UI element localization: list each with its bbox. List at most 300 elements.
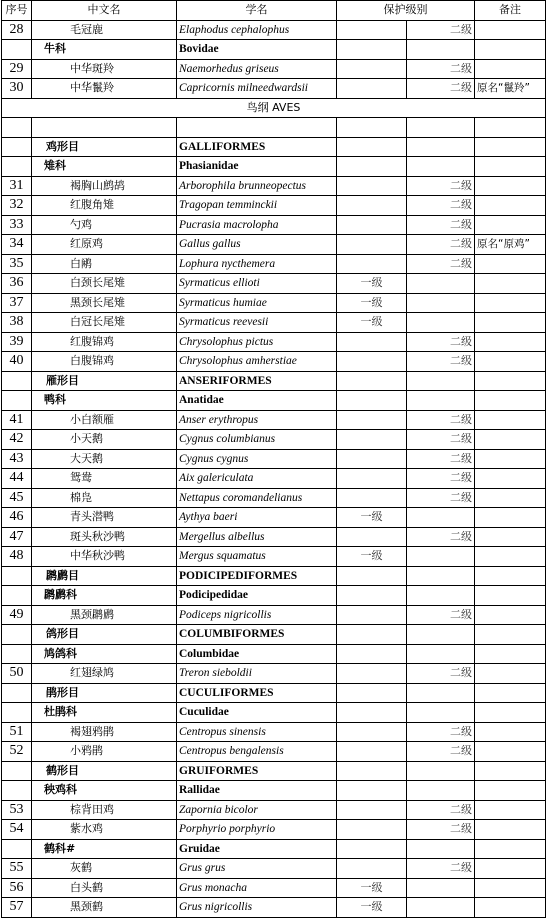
row-no: 48	[2, 547, 32, 567]
level2-cell	[407, 683, 475, 703]
order-chinese-name: 鹃形目	[32, 683, 177, 703]
protection-level-2: 二级	[407, 410, 475, 430]
family-row	[2, 839, 546, 859]
level1-cell	[337, 391, 407, 411]
table-row	[2, 79, 546, 99]
protection-level-2: 二级	[407, 722, 475, 742]
family-chinese-name: 鸠鸽科	[32, 644, 177, 664]
species-scientific-name: Elaphodus cephalophus	[177, 20, 337, 40]
protection-level-1: 一级	[337, 508, 407, 528]
table-row	[2, 410, 546, 430]
protection-level-1	[337, 527, 407, 547]
protection-level-2: 二级	[407, 488, 475, 508]
protection-level-2: 二级	[407, 79, 475, 99]
row-no: 52	[2, 742, 32, 762]
order-row	[2, 137, 546, 157]
row-no: 45	[2, 488, 32, 508]
note-cell	[475, 644, 546, 664]
table-body	[2, 20, 546, 917]
species-scientific-name: Tragopan temminckii	[177, 196, 337, 216]
level2-cell	[407, 625, 475, 645]
row-no: 34	[2, 235, 32, 255]
table-row	[2, 215, 546, 235]
table-row	[2, 742, 546, 762]
family-scientific-name: Anatidae	[177, 391, 337, 411]
species-chinese-name: 棉凫	[32, 488, 177, 508]
table-row	[2, 878, 546, 898]
header-note: 备注	[475, 1, 546, 21]
level1-cell	[337, 157, 407, 177]
species-chinese-name: 白腹锦鸡	[32, 352, 177, 372]
row-no	[2, 839, 32, 859]
protection-level-1	[337, 488, 407, 508]
order-scientific-name: GRUIFORMES	[177, 761, 337, 781]
note-cell	[475, 274, 546, 294]
protection-level-1: 一级	[337, 313, 407, 333]
note-cell	[475, 469, 546, 489]
species-scientific-name: Porphyrio porphyrio	[177, 820, 337, 840]
order-scientific-name: GALLIFORMES	[177, 137, 337, 157]
table-row	[2, 176, 546, 196]
note-cell	[475, 332, 546, 352]
family-row	[2, 644, 546, 664]
table-row	[2, 430, 546, 450]
species-scientific-name: Zapornia bicolor	[177, 800, 337, 820]
family-chinese-name: 杜鹃科	[32, 703, 177, 723]
protection-level-1	[337, 742, 407, 762]
species-scientific-name: Chrysolophus pictus	[177, 332, 337, 352]
protection-level-1	[337, 469, 407, 489]
table-row	[2, 508, 546, 528]
row-no: 51	[2, 722, 32, 742]
species-scientific-name: Lophura nycthemera	[177, 254, 337, 274]
family-scientific-name: Rallidae	[177, 781, 337, 801]
order-row	[2, 566, 546, 586]
species-chinese-name: 褐胸山鹧鸪	[32, 176, 177, 196]
species-chinese-name: 勺鸡	[32, 215, 177, 235]
protection-level-1	[337, 352, 407, 372]
note-cell	[475, 742, 546, 762]
family-chinese-name: 鹤科#	[32, 839, 177, 859]
empty-cell	[32, 118, 177, 138]
table-row	[2, 59, 546, 79]
protection-level-2: 二级	[407, 20, 475, 40]
protection-level-2	[407, 547, 475, 567]
protection-level-2: 二级	[407, 235, 475, 255]
species-chinese-name: 毛冠鹿	[32, 20, 177, 40]
species-scientific-name: Cygnus columbianus	[177, 430, 337, 450]
row-no: 31	[2, 176, 32, 196]
family-row	[2, 157, 546, 177]
empty-cell	[2, 118, 32, 138]
note-cell	[475, 371, 546, 391]
header-protection-level: 保护级别	[337, 1, 475, 21]
table-row	[2, 274, 546, 294]
protection-level-2: 二级	[407, 820, 475, 840]
protection-level-1: 一级	[337, 878, 407, 898]
table-row	[2, 235, 546, 255]
protection-level-2: 二级	[407, 800, 475, 820]
note-cell	[475, 761, 546, 781]
row-no: 49	[2, 605, 32, 625]
table-row	[2, 488, 546, 508]
level1-cell	[337, 625, 407, 645]
row-no: 35	[2, 254, 32, 274]
protection-level-1	[337, 605, 407, 625]
protection-level-2: 二级	[407, 196, 475, 216]
protection-level-1	[337, 176, 407, 196]
empty-cell	[337, 118, 407, 138]
note-cell	[475, 196, 546, 216]
species-scientific-name: Centropus bengalensis	[177, 742, 337, 762]
protection-level-2: 二级	[407, 215, 475, 235]
note-cell	[475, 254, 546, 274]
level2-cell	[407, 703, 475, 723]
table-row	[2, 800, 546, 820]
protection-level-2: 二级	[407, 176, 475, 196]
species-scientific-name: Podiceps nigricollis	[177, 605, 337, 625]
species-chinese-name: 灰鹤	[32, 859, 177, 879]
note-cell	[475, 839, 546, 859]
table-row	[2, 332, 546, 352]
note-cell	[475, 605, 546, 625]
level2-cell	[407, 839, 475, 859]
table-row	[2, 722, 546, 742]
row-no: 30	[2, 79, 32, 99]
note-cell	[475, 566, 546, 586]
protection-level-1: 一级	[337, 547, 407, 567]
order-chinese-name: 雁形目	[32, 371, 177, 391]
family-row	[2, 703, 546, 723]
table-row	[2, 254, 546, 274]
row-no: 29	[2, 59, 32, 79]
row-no	[2, 157, 32, 177]
order-scientific-name: PODICIPEDIFORMES	[177, 566, 337, 586]
row-no: 47	[2, 527, 32, 547]
row-no: 56	[2, 878, 32, 898]
family-scientific-name: Gruidae	[177, 839, 337, 859]
level2-cell	[407, 761, 475, 781]
family-row	[2, 40, 546, 60]
species-chinese-name: 斑头秋沙鸭	[32, 527, 177, 547]
row-no: 39	[2, 332, 32, 352]
note-cell	[475, 430, 546, 450]
species-chinese-name: 白头鹤	[32, 878, 177, 898]
family-scientific-name: Columbidae	[177, 644, 337, 664]
table-row	[2, 664, 546, 684]
row-no: 36	[2, 274, 32, 294]
species-chinese-name: 小鸦鹃	[32, 742, 177, 762]
species-chinese-name: 白冠长尾雉	[32, 313, 177, 333]
protection-level-2	[407, 293, 475, 313]
level1-cell	[337, 839, 407, 859]
note-cell	[475, 449, 546, 469]
protection-level-2	[407, 274, 475, 294]
species-chinese-name: 中华秋沙鸭	[32, 547, 177, 567]
protection-level-2: 二级	[407, 254, 475, 274]
row-no: 46	[2, 508, 32, 528]
species-scientific-name: Arborophila brunneopectus	[177, 176, 337, 196]
protection-level-2: 二级	[407, 352, 475, 372]
note-cell	[475, 586, 546, 606]
note-cell	[475, 352, 546, 372]
table-row	[2, 352, 546, 372]
species-chinese-name: 白鹇	[32, 254, 177, 274]
protection-level-1	[337, 20, 407, 40]
row-no: 57	[2, 898, 32, 918]
row-no: 28	[2, 20, 32, 40]
row-no	[2, 391, 32, 411]
table-row	[2, 547, 546, 567]
note-cell	[475, 820, 546, 840]
row-no	[2, 371, 32, 391]
species-scientific-name: Pucrasia macrolopha	[177, 215, 337, 235]
protection-level-2	[407, 508, 475, 528]
note-cell	[475, 508, 546, 528]
table-row	[2, 859, 546, 879]
level1-cell	[337, 781, 407, 801]
note-cell	[475, 391, 546, 411]
row-no: 33	[2, 215, 32, 235]
level1-cell	[337, 761, 407, 781]
note-cell	[475, 781, 546, 801]
species-scientific-name: Syrmaticus ellioti	[177, 274, 337, 294]
protection-level-1	[337, 332, 407, 352]
row-no: 53	[2, 800, 32, 820]
species-chinese-name: 棕背田鸡	[32, 800, 177, 820]
species-chinese-name: 白颈长尾雉	[32, 274, 177, 294]
protection-level-1	[337, 449, 407, 469]
family-chinese-name: 鸭科	[32, 391, 177, 411]
species-chinese-name: 青头潜鸭	[32, 508, 177, 528]
order-chinese-name: 鸡形目	[32, 137, 177, 157]
family-scientific-name: Cuculidae	[177, 703, 337, 723]
protection-level-2: 二级	[407, 527, 475, 547]
species-chinese-name: 红腹角雉	[32, 196, 177, 216]
row-no: 54	[2, 820, 32, 840]
note-cell: 原名“鬣羚”	[475, 79, 546, 99]
species-chinese-name: 鸳鸯	[32, 469, 177, 489]
family-chinese-name: 秧鸡科	[32, 781, 177, 801]
family-scientific-name: Podicipedidae	[177, 586, 337, 606]
level1-cell	[337, 40, 407, 60]
note-cell: 原名“原鸡”	[475, 235, 546, 255]
note-cell	[475, 293, 546, 313]
order-row	[2, 683, 546, 703]
note-cell	[475, 410, 546, 430]
note-cell	[475, 215, 546, 235]
row-no: 37	[2, 293, 32, 313]
species-chinese-name: 黑颈长尾雉	[32, 293, 177, 313]
table-row	[2, 293, 546, 313]
note-cell	[475, 898, 546, 918]
row-no	[2, 566, 32, 586]
species-chinese-name: 小白额雁	[32, 410, 177, 430]
family-row	[2, 781, 546, 801]
order-scientific-name: COLUMBIFORMES	[177, 625, 337, 645]
header-scientific-name: 学名	[177, 1, 337, 21]
row-no: 41	[2, 410, 32, 430]
row-no: 55	[2, 859, 32, 879]
family-chinese-name: 䴙䴘科	[32, 586, 177, 606]
note-cell	[475, 313, 546, 333]
protection-level-2: 二级	[407, 742, 475, 762]
note-cell	[475, 664, 546, 684]
protection-level-1	[337, 196, 407, 216]
row-no	[2, 683, 32, 703]
empty-cell	[475, 118, 546, 138]
protection-level-1	[337, 722, 407, 742]
note-cell	[475, 683, 546, 703]
family-scientific-name: Phasianidae	[177, 157, 337, 177]
protection-level-2	[407, 313, 475, 333]
level1-cell	[337, 566, 407, 586]
table-row	[2, 820, 546, 840]
table-row	[2, 313, 546, 333]
table-row	[2, 469, 546, 489]
species-scientific-name: Capricornis milneedwardsii	[177, 79, 337, 99]
protection-level-2	[407, 898, 475, 918]
family-chinese-name: 牛科	[32, 40, 177, 60]
note-cell	[475, 59, 546, 79]
species-scientific-name: Mergellus albellus	[177, 527, 337, 547]
protection-level-1	[337, 79, 407, 99]
protection-level-1: 一级	[337, 293, 407, 313]
level2-cell	[407, 40, 475, 60]
order-chinese-name: 鹤形目	[32, 761, 177, 781]
species-chinese-name: 中华斑羚	[32, 59, 177, 79]
note-cell	[475, 40, 546, 60]
species-chinese-name: 黑颈䴙䴘	[32, 605, 177, 625]
row-no: 32	[2, 196, 32, 216]
level2-cell	[407, 781, 475, 801]
species-scientific-name: Centropus sinensis	[177, 722, 337, 742]
protection-level-1	[337, 59, 407, 79]
protection-level-1	[337, 430, 407, 450]
species-chinese-name: 红翅绿鸠	[32, 664, 177, 684]
family-row	[2, 586, 546, 606]
row-no: 43	[2, 449, 32, 469]
class-heading: 鸟纲 AVES	[2, 98, 546, 118]
protection-level-2: 二级	[407, 449, 475, 469]
table-row	[2, 196, 546, 216]
species-scientific-name: Treron sieboldii	[177, 664, 337, 684]
protection-level-2	[407, 878, 475, 898]
order-row	[2, 761, 546, 781]
species-scientific-name: Syrmaticus humiae	[177, 293, 337, 313]
order-row	[2, 625, 546, 645]
level1-cell	[337, 703, 407, 723]
species-scientific-name: Chrysolophus amherstiae	[177, 352, 337, 372]
species-chinese-name: 中华鬣羚	[32, 79, 177, 99]
blank-row	[2, 118, 546, 138]
note-cell	[475, 878, 546, 898]
species-scientific-name: Anser erythropus	[177, 410, 337, 430]
species-chinese-name: 红原鸡	[32, 235, 177, 255]
species-scientific-name: Grus monacha	[177, 878, 337, 898]
species-scientific-name: Grus grus	[177, 859, 337, 879]
row-no	[2, 586, 32, 606]
level2-cell	[407, 391, 475, 411]
protection-level-2: 二级	[407, 59, 475, 79]
species-scientific-name: Syrmaticus reevesii	[177, 313, 337, 333]
note-cell	[475, 800, 546, 820]
header-row	[2, 1, 546, 21]
protection-level-1	[337, 254, 407, 274]
level1-cell	[337, 644, 407, 664]
header-chinese-name: 中文名	[32, 1, 177, 21]
order-scientific-name: CUCULIFORMES	[177, 683, 337, 703]
protection-level-1	[337, 410, 407, 430]
table-row	[2, 527, 546, 547]
note-cell	[475, 137, 546, 157]
protection-level-2: 二级	[407, 605, 475, 625]
row-no	[2, 625, 32, 645]
note-cell	[475, 703, 546, 723]
species-scientific-name: Cygnus cygnus	[177, 449, 337, 469]
level1-cell	[337, 683, 407, 703]
row-no: 50	[2, 664, 32, 684]
family-row	[2, 391, 546, 411]
order-chinese-name: 鸽形目	[32, 625, 177, 645]
species-chinese-name: 红腹锦鸡	[32, 332, 177, 352]
level2-cell	[407, 371, 475, 391]
empty-cell	[177, 118, 337, 138]
note-cell	[475, 488, 546, 508]
row-no	[2, 703, 32, 723]
row-no: 40	[2, 352, 32, 372]
row-no	[2, 644, 32, 664]
family-chinese-name: 雉科	[32, 157, 177, 177]
row-no	[2, 761, 32, 781]
species-scientific-name: Aix galericulata	[177, 469, 337, 489]
table-row	[2, 605, 546, 625]
protection-level-1	[337, 820, 407, 840]
level1-cell	[337, 371, 407, 391]
protection-level-1	[337, 235, 407, 255]
family-scientific-name: Bovidae	[177, 40, 337, 60]
order-chinese-name: 䴙䴘目	[32, 566, 177, 586]
level2-cell	[407, 157, 475, 177]
level1-cell	[337, 137, 407, 157]
note-cell	[475, 527, 546, 547]
species-chinese-name: 大天鹅	[32, 449, 177, 469]
row-no	[2, 781, 32, 801]
level2-cell	[407, 137, 475, 157]
species-scientific-name: Aythya baeri	[177, 508, 337, 528]
row-no: 38	[2, 313, 32, 333]
note-cell	[475, 20, 546, 40]
protection-level-2: 二级	[407, 664, 475, 684]
note-cell	[475, 157, 546, 177]
class-row	[2, 98, 546, 118]
protection-level-1: 一级	[337, 274, 407, 294]
species-scientific-name: Naemorhedus griseus	[177, 59, 337, 79]
order-scientific-name: ANSERIFORMES	[177, 371, 337, 391]
level1-cell	[337, 586, 407, 606]
note-cell	[475, 859, 546, 879]
wildlife-protection-table	[1, 0, 546, 918]
species-scientific-name: Mergus squamatus	[177, 547, 337, 567]
header-no: 序号	[2, 1, 32, 21]
species-chinese-name: 褐翅鸦鹃	[32, 722, 177, 742]
row-no: 44	[2, 469, 32, 489]
species-chinese-name: 小天鹅	[32, 430, 177, 450]
table-row	[2, 20, 546, 40]
note-cell	[475, 722, 546, 742]
protection-level-2: 二级	[407, 859, 475, 879]
species-scientific-name: Grus nigricollis	[177, 898, 337, 918]
